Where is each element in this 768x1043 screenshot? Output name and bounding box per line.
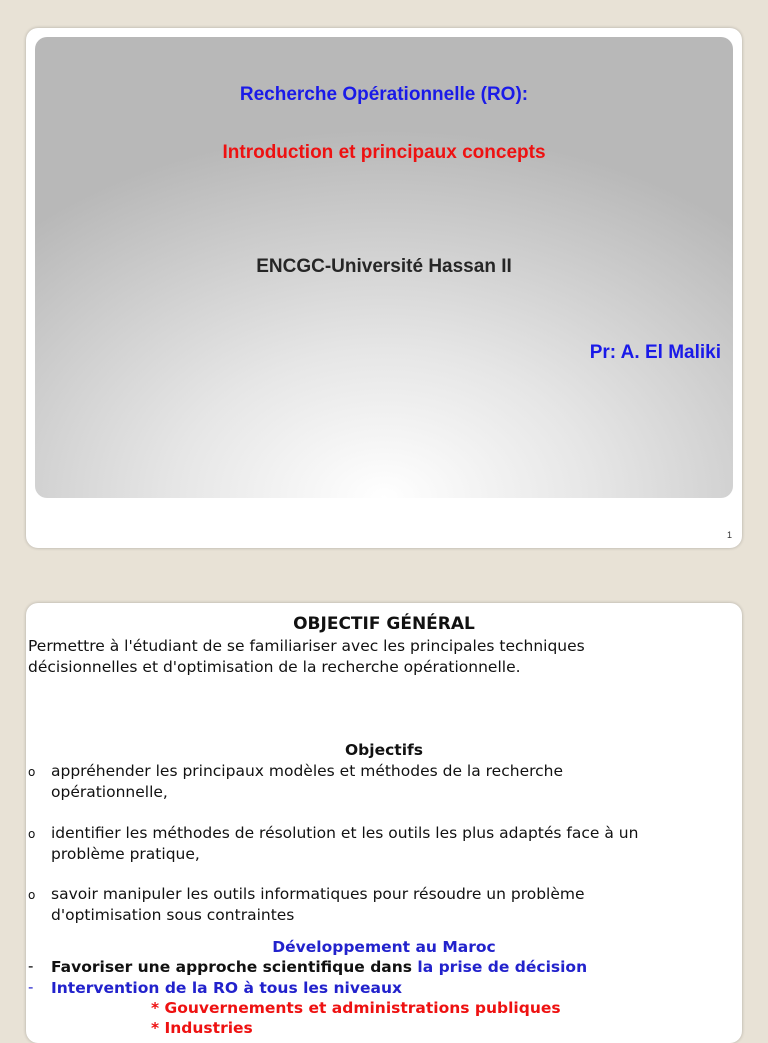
- objective-2-line-1: identifier les méthodes de résolution et les outils les plus adaptés face à un: [51, 824, 639, 842]
- slide-heading: OBJECTIF GÉNÉRAL: [293, 614, 475, 634]
- title-panel: [35, 37, 733, 498]
- slide-subtitle: Introduction et principaux concepts: [222, 142, 546, 163]
- page-number: 1: [726, 530, 732, 540]
- professor-name: Pr: A. El Maliki: [589, 342, 721, 363]
- objective-3-line-2: d'optimisation sous contraintes: [51, 906, 295, 924]
- intro-line-2: décisionnelles et d'optimisation de la recherche opérationnelle.: [28, 658, 521, 676]
- development-heading: Développement au Maroc: [272, 938, 496, 956]
- institution-name: ENCGC-Université Hassan II: [256, 256, 512, 277]
- bullet-marker: o: [28, 827, 36, 841]
- sub-item-2: * Industries: [151, 1019, 253, 1037]
- objective-2-line-2: problème pratique,: [51, 845, 200, 863]
- objectives-heading: Objectifs: [345, 741, 423, 759]
- objective-1-line-1: appréhender les principaux modèles et méthodes de la recherche: [51, 762, 564, 780]
- intro-line-1: Permettre à l'étudiant de se familiariser avec les principales techniques: [28, 637, 585, 655]
- development-item-1-blue: la prise de décision: [417, 958, 588, 976]
- slide-title: Recherche Opérationnelle (RO):: [239, 84, 529, 105]
- bullet-marker: o: [28, 765, 36, 779]
- objectives-slide: [26, 603, 742, 1043]
- title-slide: [26, 28, 742, 548]
- development-item-1-black: Favoriser une approche scientifique dans: [51, 958, 418, 976]
- development-item-2: Intervention de la RO à tous les niveaux: [51, 979, 402, 997]
- objective-1-line-2: opérationnelle,: [51, 783, 168, 801]
- objective-3-line-1: savoir manipuler les outils informatiques pour résoudre un problème: [51, 885, 585, 903]
- bullet-marker: o: [28, 888, 36, 902]
- sub-item-1: * Gouvernements et administrations publiques: [151, 999, 561, 1017]
- dash-marker: -: [28, 957, 34, 975]
- dash-marker: -: [28, 978, 34, 996]
- development-item-1: [51, 957, 587, 978]
